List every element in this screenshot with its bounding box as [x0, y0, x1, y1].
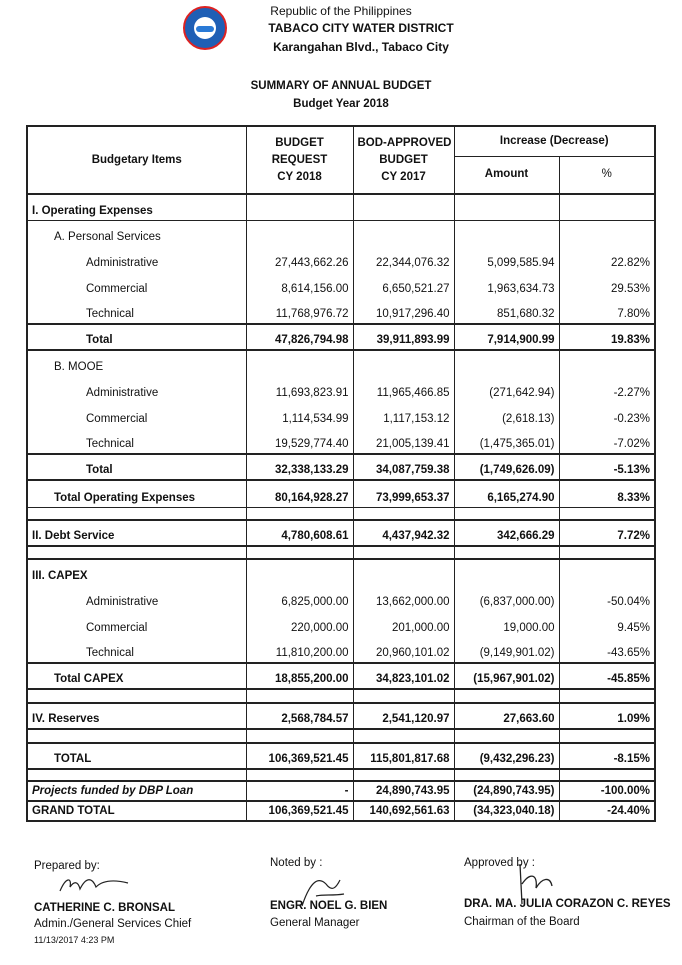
- increase-amount-cell: [454, 194, 559, 220]
- bod-approved-cell: [353, 507, 454, 520]
- increase-amount-cell: [454, 350, 559, 376]
- increase-amount-cell: (9,432,296.23): [454, 743, 559, 769]
- budget-request-cell: 220,000.00: [246, 611, 353, 637]
- row-label: III. CAPEX: [27, 559, 246, 585]
- budget-request-cell: [246, 689, 353, 703]
- increase-percent-cell: -7.02%: [559, 428, 655, 454]
- row-label: Total Operating Expenses: [27, 480, 246, 507]
- header-budget-request: [246, 126, 353, 194]
- increase-percent-cell: -8.15%: [559, 743, 655, 769]
- header-request-line3: CY 2018: [277, 170, 322, 183]
- increase-percent-cell: -5.13%: [559, 454, 655, 480]
- bod-approved-cell: [353, 689, 454, 703]
- row-label: [27, 546, 246, 559]
- budget-table: [26, 125, 656, 822]
- bod-approved-cell: 10,917,296.40: [353, 298, 454, 324]
- budget-request-cell: 106,369,521.45: [246, 801, 353, 821]
- spacer-row: [27, 729, 655, 743]
- row-label: [27, 729, 246, 743]
- table-row: [27, 428, 655, 454]
- budget-request-cell: 8,614,156.00: [246, 272, 353, 298]
- budget-request-cell: 1,114,534.99: [246, 402, 353, 428]
- bod-approved-cell: 2,541,120.97: [353, 703, 454, 729]
- header-request-line2: REQUEST: [271, 153, 328, 166]
- table-row: [27, 324, 655, 350]
- bod-approved-cell: [353, 729, 454, 743]
- row-label: Technical: [27, 428, 246, 454]
- prepared-signature-mark: [56, 873, 132, 897]
- budget-request-cell: [246, 769, 353, 781]
- budget-request-cell: 11,810,200.00: [246, 637, 353, 663]
- increase-percent-cell: 7.72%: [559, 520, 655, 546]
- table-row: [27, 637, 655, 663]
- row-label: [27, 507, 246, 520]
- increase-percent-cell: [559, 507, 655, 520]
- budget-request-cell: 80,164,928.27: [246, 480, 353, 507]
- approved-title: Chairman of the Board: [464, 916, 580, 928]
- increase-amount-cell: [454, 559, 559, 585]
- row-label: GRAND TOTAL: [27, 801, 246, 821]
- increase-amount-cell: (15,967,901.02): [454, 663, 559, 689]
- spacer-row: [27, 689, 655, 703]
- increase-percent-cell: -0.23%: [559, 402, 655, 428]
- budget-request-cell: 18,855,200.00: [246, 663, 353, 689]
- increase-amount-cell: [454, 507, 559, 520]
- header-approved-line2: BUDGET: [379, 153, 428, 166]
- bod-approved-cell: 201,000.00: [353, 611, 454, 637]
- table-row: [27, 194, 655, 220]
- table-row: [27, 454, 655, 480]
- increase-amount-cell: [454, 689, 559, 703]
- row-label: B. MOOE: [27, 350, 246, 376]
- approved-label: Approved by :: [464, 857, 535, 869]
- increase-amount-cell: 19,000.00: [454, 611, 559, 637]
- increase-percent-cell: [559, 689, 655, 703]
- bod-approved-cell: [353, 350, 454, 376]
- bod-approved-cell: 22,344,076.32: [353, 246, 454, 272]
- bod-approved-cell: 140,692,561.63: [353, 801, 454, 821]
- header-amount: Amount: [454, 156, 559, 194]
- increase-percent-cell: [559, 729, 655, 743]
- bod-approved-cell: [353, 559, 454, 585]
- table-row: [27, 402, 655, 428]
- increase-percent-cell: 8.33%: [559, 480, 655, 507]
- budget-request-cell: [246, 220, 353, 246]
- header-request-line1: BUDGET: [275, 136, 324, 149]
- spacer-row: [27, 769, 655, 781]
- increase-amount-cell: [454, 769, 559, 781]
- budget-request-cell: [246, 194, 353, 220]
- org-name: TABACO CITY WATER DISTRICT: [268, 21, 454, 35]
- increase-amount-cell: 7,914,900.99: [454, 324, 559, 350]
- row-label: II. Debt Service: [27, 520, 246, 546]
- spacer-row: [27, 507, 655, 520]
- increase-percent-cell: 22.82%: [559, 246, 655, 272]
- increase-amount-cell: (271,642.94): [454, 376, 559, 402]
- increase-amount-cell: 27,663.60: [454, 703, 559, 729]
- increase-percent-cell: [559, 350, 655, 376]
- table-row: [27, 220, 655, 246]
- budget-request-cell: -: [246, 781, 353, 801]
- header-approved-line3: CY 2017: [381, 170, 426, 183]
- increase-percent-cell: -45.85%: [559, 663, 655, 689]
- table-row: [27, 376, 655, 402]
- row-label: Administrative: [27, 376, 246, 402]
- bod-approved-cell: 13,662,000.00: [353, 585, 454, 611]
- bod-approved-cell: 73,999,653.37: [353, 480, 454, 507]
- row-label: Total: [27, 324, 246, 350]
- budget-request-cell: 32,338,133.29: [246, 454, 353, 480]
- table-row: [27, 559, 655, 585]
- row-label: Commercial: [27, 611, 246, 637]
- republic-line: Republic of the Philippines: [270, 4, 412, 18]
- increase-amount-cell: [454, 546, 559, 559]
- increase-percent-cell: [559, 220, 655, 246]
- header-bod-approved: [353, 126, 454, 194]
- row-label: Total: [27, 454, 246, 480]
- table-row: [27, 743, 655, 769]
- row-label: Total CAPEX: [27, 663, 246, 689]
- row-label: Commercial: [27, 272, 246, 298]
- bod-approved-cell: 11,965,466.85: [353, 376, 454, 402]
- bod-approved-cell: [353, 546, 454, 559]
- increase-percent-cell: -2.27%: [559, 376, 655, 402]
- increase-percent-cell: [559, 546, 655, 559]
- budget-request-cell: 106,369,521.45: [246, 743, 353, 769]
- budget-request-cell: 47,826,794.98: [246, 324, 353, 350]
- budget-request-cell: 6,825,000.00: [246, 585, 353, 611]
- table-row: [27, 611, 655, 637]
- increase-percent-cell: 1.09%: [559, 703, 655, 729]
- noted-label: Noted by :: [270, 857, 323, 869]
- increase-percent-cell: -100.00%: [559, 781, 655, 801]
- increase-percent-cell: 29.53%: [559, 272, 655, 298]
- budget-request-cell: [246, 546, 353, 559]
- spacer-row: [27, 546, 655, 559]
- budget-request-cell: 4,780,608.61: [246, 520, 353, 546]
- org-address: Karangahan Blvd., Tabaco City: [273, 40, 449, 54]
- increase-amount-cell: (9,149,901.02): [454, 637, 559, 663]
- table-row: [27, 781, 655, 801]
- table-row: [27, 585, 655, 611]
- budget-request-cell: 11,693,823.91: [246, 376, 353, 402]
- increase-percent-cell: [559, 769, 655, 781]
- bod-approved-cell: [353, 194, 454, 220]
- increase-amount-cell: 5,099,585.94: [454, 246, 559, 272]
- increase-amount-cell: 851,680.32: [454, 298, 559, 324]
- bod-approved-cell: 21,005,139.41: [353, 428, 454, 454]
- row-label: TOTAL: [27, 743, 246, 769]
- increase-amount-cell: 6,165,274.90: [454, 480, 559, 507]
- bod-approved-cell: 34,823,101.02: [353, 663, 454, 689]
- row-label: Administrative: [27, 246, 246, 272]
- document-subtitle: Budget Year 2018: [293, 98, 389, 110]
- prepared-title: Admin./General Services Chief: [34, 918, 192, 930]
- document-title: SUMMARY OF ANNUAL BUDGET: [250, 80, 432, 92]
- row-label: Technical: [27, 298, 246, 324]
- table-row: [27, 663, 655, 689]
- increase-percent-cell: [559, 559, 655, 585]
- table-row: [27, 520, 655, 546]
- noted-name: ENGR. NOEL G. BIEN: [270, 900, 388, 912]
- budget-request-cell: 19,529,774.40: [246, 428, 353, 454]
- budget-request-cell: [246, 729, 353, 743]
- table-row: [27, 801, 655, 821]
- row-label: I. Operating Expenses: [27, 194, 246, 220]
- bod-approved-cell: 39,911,893.99: [353, 324, 454, 350]
- bod-approved-cell: 1,117,153.12: [353, 402, 454, 428]
- budget-request-cell: 2,568,784.57: [246, 703, 353, 729]
- budget-request-cell: [246, 507, 353, 520]
- increase-percent-cell: 9.45%: [559, 611, 655, 637]
- table-row: [27, 350, 655, 376]
- row-label: [27, 769, 246, 781]
- increase-amount-cell: (1,749,626.09): [454, 454, 559, 480]
- table-row: [27, 298, 655, 324]
- bod-approved-cell: 24,890,743.95: [353, 781, 454, 801]
- table-row: [27, 480, 655, 507]
- bod-approved-cell: 115,801,817.68: [353, 743, 454, 769]
- increase-amount-cell: [454, 729, 559, 743]
- budget-request-cell: 11,768,976.72: [246, 298, 353, 324]
- increase-amount-cell: (6,837,000.00): [454, 585, 559, 611]
- increase-amount-cell: (24,890,743.95): [454, 781, 559, 801]
- bod-approved-cell: 4,437,942.32: [353, 520, 454, 546]
- increase-amount-cell: (34,323,040.18): [454, 801, 559, 821]
- row-label: Projects funded by DBP Loan: [27, 781, 246, 801]
- row-label: Commercial: [27, 402, 246, 428]
- increase-percent-cell: -24.40%: [559, 801, 655, 821]
- budget-request-cell: 27,443,662.26: [246, 246, 353, 272]
- table-row: [27, 703, 655, 729]
- header-increase-decrease: Increase (Decrease): [454, 126, 655, 156]
- noted-title: General Manager: [270, 917, 360, 929]
- increase-amount-cell: [454, 220, 559, 246]
- row-label: Administrative: [27, 585, 246, 611]
- prepared-label: Prepared by:: [34, 860, 100, 872]
- print-timestamp: 11/13/2017 4:23 PM: [34, 935, 115, 945]
- table-row: [27, 246, 655, 272]
- prepared-name: CATHERINE C. BRONSAL: [34, 902, 175, 914]
- table-row: [27, 272, 655, 298]
- increase-amount-cell: 1,963,634.73: [454, 272, 559, 298]
- header-percent: %: [559, 156, 655, 194]
- row-label: Technical: [27, 637, 246, 663]
- row-label: A. Personal Services: [27, 220, 246, 246]
- increase-percent-cell: 19.83%: [559, 324, 655, 350]
- row-label: [27, 689, 246, 703]
- bod-approved-cell: 34,087,759.38: [353, 454, 454, 480]
- budget-request-cell: [246, 350, 353, 376]
- increase-amount-cell: 342,666.29: [454, 520, 559, 546]
- row-label: IV. Reserves: [27, 703, 246, 729]
- increase-percent-cell: 7.80%: [559, 298, 655, 324]
- bod-approved-cell: 20,960,101.02: [353, 637, 454, 663]
- increase-percent-cell: [559, 194, 655, 220]
- increase-percent-cell: -43.65%: [559, 637, 655, 663]
- bod-approved-cell: [353, 220, 454, 246]
- header-budgetary-items: Budgetary Items: [27, 126, 246, 194]
- approved-name: DRA. MA. JULIA CORAZON C. REYES: [464, 898, 671, 910]
- bod-approved-cell: [353, 769, 454, 781]
- budget-request-cell: [246, 559, 353, 585]
- increase-amount-cell: (2,618.13): [454, 402, 559, 428]
- header-approved-line1: BOD-APPROVED: [357, 136, 452, 149]
- bod-approved-cell: 6,650,521.27: [353, 272, 454, 298]
- increase-percent-cell: -50.04%: [559, 585, 655, 611]
- increase-amount-cell: (1,475,365.01): [454, 428, 559, 454]
